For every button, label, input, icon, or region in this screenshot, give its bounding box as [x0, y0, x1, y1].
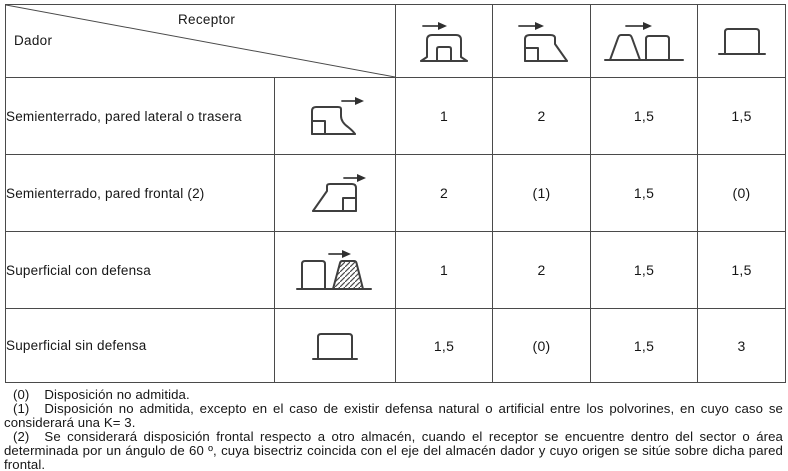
- footnote-1: [4, 402, 783, 430]
- dador-semiburied-front-wall-icon: [275, 155, 396, 232]
- table-row: [6, 78, 786, 155]
- dador-surface-with-defense-icon: [275, 232, 396, 309]
- footnote-1-text: Disposición no admitida, excepto en el caso de existir defensa natural o artificial entre los polvorines, en cuyo caso se considerará una K= 3.: [4, 400, 783, 430]
- row-label: Superficial con defensa: [6, 232, 275, 309]
- k-value-cell: 1,5: [591, 309, 698, 383]
- k-value-cell: 1: [396, 232, 493, 309]
- k-value-cell: (0): [698, 155, 786, 232]
- footnote-0-marker: (0): [13, 387, 30, 402]
- dador-semiburied-lateral-wall-icon: [275, 78, 396, 155]
- footnote-0: [4, 388, 783, 402]
- row-label: Semienterrado, pared frontal (2): [6, 155, 275, 232]
- footnote-1-marker: (1): [13, 400, 30, 416]
- receptor-surface-with-defense-icon: [591, 5, 698, 78]
- k-value-cell: 3: [698, 309, 786, 383]
- row-label: Superficial sin defensa: [6, 309, 275, 383]
- k-value-cell: 1,5: [591, 155, 698, 232]
- row-label: Semienterrado, pared lateral o trasera: [6, 78, 275, 155]
- k-value-cell: 1,5: [698, 78, 786, 155]
- k-value-cell: 1: [396, 78, 493, 155]
- k-factor-table: [5, 4, 786, 383]
- k-value-cell: 1,5: [396, 309, 493, 383]
- receptor-semiburied-lateral-wall-icon: [493, 5, 591, 78]
- table-row: [6, 155, 786, 232]
- receptor-surface-without-defense-icon: [698, 5, 786, 78]
- k-value-cell: 1,5: [591, 78, 698, 155]
- dador-label: Dador: [14, 33, 53, 48]
- table-row: [6, 232, 786, 309]
- k-value-cell: 2: [396, 155, 493, 232]
- footnotes-section: [4, 388, 783, 471]
- k-value-cell: 2: [493, 232, 591, 309]
- footnote-0-text: Disposición no admitida.: [44, 387, 190, 402]
- footnote-2-marker: (2): [13, 428, 30, 444]
- footnote-2-text: Se considerará disposición frontal respecto a otro almacén, cuando el receptor se encuentre dentro del sector o área determinada por un ángulo de 60 º, cuya bisectriz coincida con el eje del almacén dador y cuyo origen se sitúe sobre dicha pared frontal.: [4, 428, 783, 471]
- diagonal-header-cell: [6, 5, 396, 78]
- dador-surface-without-defense-icon: [275, 309, 396, 383]
- k-value-cell: (1): [493, 155, 591, 232]
- footnote-2: [4, 430, 783, 471]
- k-value-cell: 1,5: [591, 232, 698, 309]
- k-value-cell: 2: [493, 78, 591, 155]
- k-value-cell: 1,5: [698, 232, 786, 309]
- receptor-semiburied-front-wall-icon: [396, 5, 493, 78]
- header-row: [6, 5, 786, 78]
- table-row: [6, 309, 786, 383]
- k-value-cell: (0): [493, 309, 591, 383]
- receptor-label: Receptor: [178, 12, 236, 27]
